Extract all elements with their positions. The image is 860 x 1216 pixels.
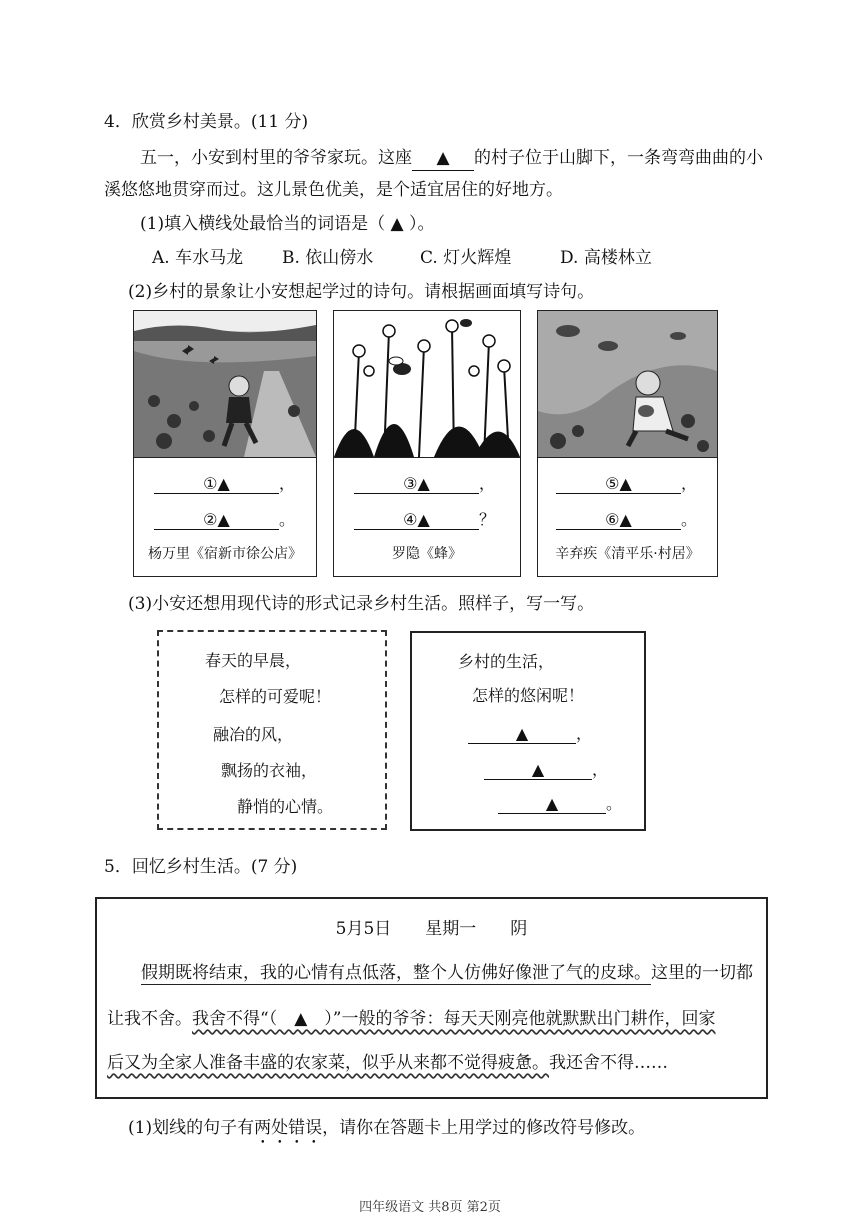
- passage-text-b: 的村子位于山脚下，一条弯弯曲曲的小: [474, 148, 763, 168]
- page-footer: 四年级语文 共8页 第2页: [359, 1200, 501, 1215]
- diary-underlined-sentence-1: 假期既将结束，我的心情有点低落，整个人仿佛好像泄了气的皮球。: [141, 963, 651, 983]
- passage-blank: ▲: [412, 146, 474, 171]
- q4-passage-line1: [140, 146, 763, 171]
- bee-and-flowers-image: [334, 311, 520, 458]
- diary-line-1: 假期既将结束，我的心情有点低落，整个人仿佛好像泄了气的皮球。这里的一切都: [141, 963, 753, 983]
- option-d: D. 高楼林立: [560, 248, 652, 268]
- answer-poem-box: 乡村的生活， 怎样的悠闲呢！ ▲ ， ▲ ， ▲ 。: [410, 631, 646, 831]
- q4-sub1: (1)填入横线处最恰当的词语是（ ▲ ）。: [140, 214, 435, 234]
- option-a: A. 车水马龙: [152, 248, 244, 268]
- q4-passage-line2: 溪悠悠地贯穿而过。这儿景色优美，是个适宜居住的好地方。: [104, 180, 563, 200]
- child-chasing-butterfly-image: [134, 311, 316, 458]
- poem-card-1: ①▲ ， ②▲ 。 杨万里《宿新市徐公店》: [133, 310, 317, 577]
- diary-wavy-sentence-cont: 后又为全家人准备丰盛的农家菜，似乎从来都不觉得疲惫。: [107, 1053, 549, 1073]
- poem-card-2: ③▲ ， ④▲ ？ 罗隐《蜂》: [333, 310, 521, 577]
- emphasis-two-errors: 两处错误: [254, 1118, 323, 1138]
- q4-sub3: (3)小安还想用现代诗的形式记录乡村生活。照样子，写一写。: [128, 594, 595, 614]
- diary-header: 5月5日 星期一 阴: [335, 919, 528, 939]
- sample-poem-line: 飘扬的衣袖，: [221, 761, 318, 780]
- poem-blank-2: ②▲: [154, 510, 279, 530]
- answer-blank-3: ▲: [498, 794, 606, 814]
- answer-poem-line: 怎样的悠闲呢！: [472, 686, 585, 705]
- child-by-stream-image: [538, 311, 717, 458]
- q4-title: 4．欣赏乡村美景。(11 分): [104, 112, 309, 132]
- sample-poem-line: 静悄的心情。: [237, 797, 334, 816]
- diary-wavy-sentence: 我舍不得“（ ▲ ）”一般的爷爷：每天天刚亮他就默默出门耕作，回家: [192, 1009, 716, 1029]
- diary-box: [95, 897, 768, 1099]
- poem-source-3: 辛弃疾《清平乐·村居》: [555, 546, 700, 562]
- poem-source-2: 罗隐《蜂》: [392, 546, 462, 562]
- option-c: C. 灯火辉煌: [420, 248, 512, 268]
- option-b: B. 依山傍水: [282, 248, 374, 268]
- q4-sub2: (2)乡村的景象让小安想起学过的诗句。请根据画面填写诗句。: [128, 282, 595, 302]
- diary-line-3: 后又为全家人准备丰盛的农家菜，似乎从来都不觉得疲惫。我还舍不得……: [107, 1053, 668, 1073]
- answer-poem-line: 乡村的生活，: [458, 652, 555, 671]
- q5-sub1: (1)划线的句子有两处错误，请你在答题卡上用学过的修改符号修改。: [128, 1118, 646, 1138]
- poem-source-1: 杨万里《宿新市徐公店》: [148, 546, 302, 562]
- answer-blank-2: ▲: [484, 760, 592, 780]
- poem-blank-3: ③▲: [354, 474, 479, 494]
- sample-poem-line: 融冶的风，: [213, 725, 294, 744]
- q5-title: 5．回忆乡村生活。(7 分): [104, 857, 298, 877]
- answer-blank-1: ▲: [468, 724, 576, 744]
- poem-blank-4: ④▲: [354, 510, 479, 530]
- diary-line-2: 让我不舍。我舍不得“（ ▲ ）”一般的爷爷：每天天刚亮他就默默出门耕作，回家: [107, 1009, 716, 1029]
- poem-card-3: ⑤▲ ， ⑥▲ 。 辛弃疾《清平乐·村居》: [537, 310, 718, 577]
- sample-poem-line: 春天的早晨，: [205, 651, 302, 670]
- poem-blank-6: ⑥▲: [556, 510, 681, 530]
- passage-text-a: 五一，小安到村里的爷爷家玩。这座: [140, 148, 412, 168]
- poem-blank-5: ⑤▲: [556, 474, 681, 494]
- sample-poem-box: [157, 630, 387, 830]
- poem-blank-1: ①▲: [154, 474, 279, 494]
- sample-poem-line: 怎样的可爱呢！: [219, 687, 332, 706]
